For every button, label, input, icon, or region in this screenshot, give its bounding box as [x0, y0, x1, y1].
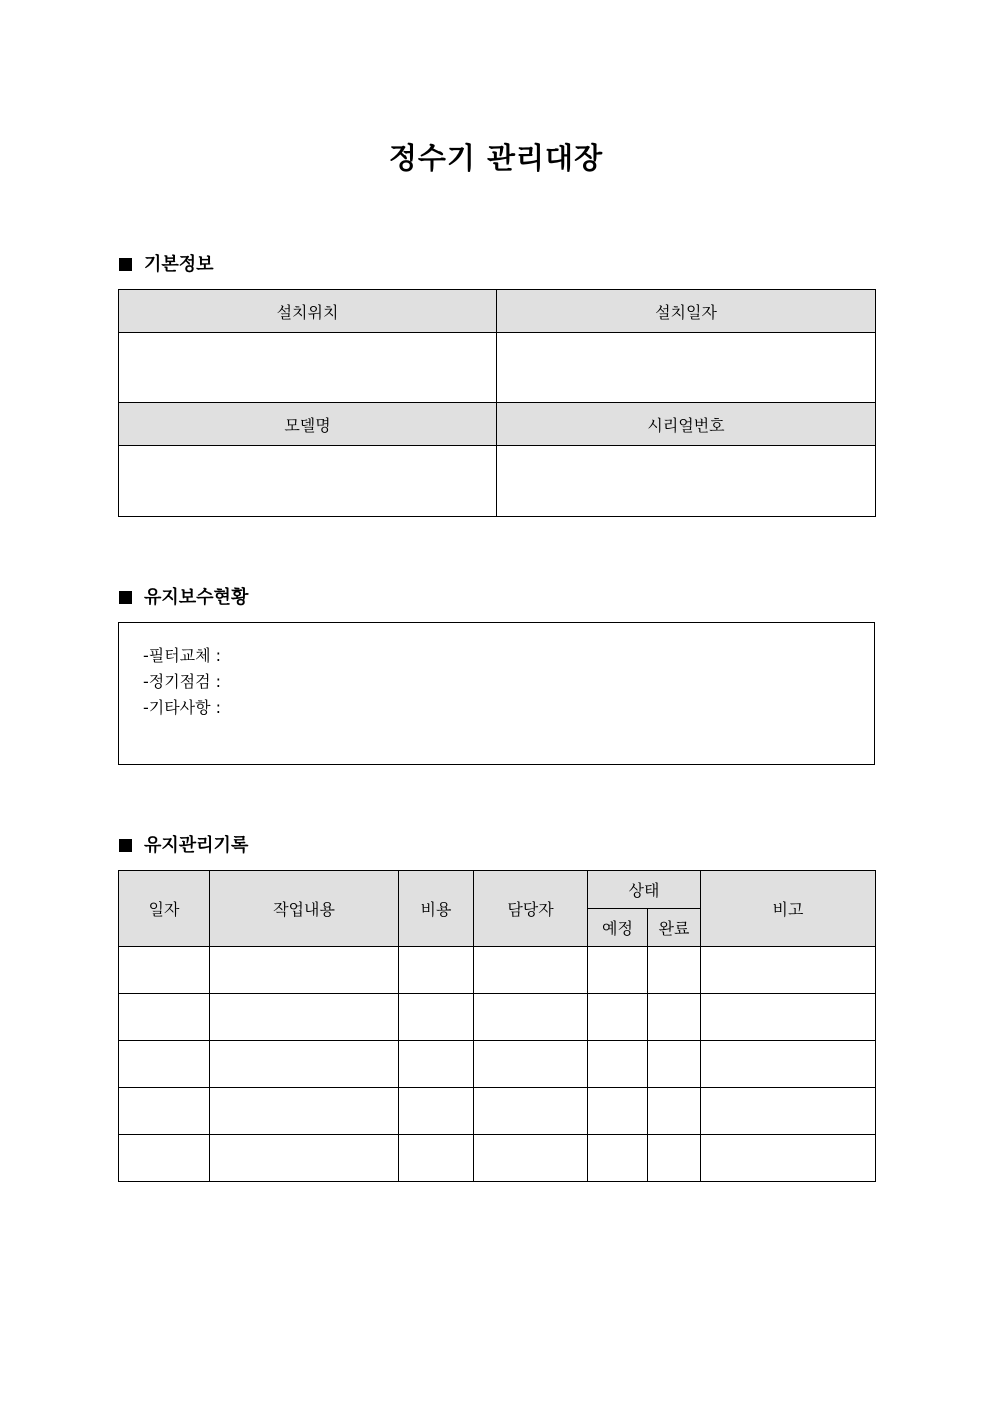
work-cell[interactable]	[210, 994, 399, 1041]
cost-cell[interactable]	[399, 1041, 474, 1088]
maintenance-status-box[interactable]	[118, 622, 875, 765]
completed-cell[interactable]	[648, 1041, 701, 1088]
date-cell[interactable]	[119, 947, 210, 994]
notes-cell[interactable]	[701, 994, 876, 1041]
notes-column-header: 비고	[701, 871, 876, 947]
basic-info-table	[118, 289, 876, 517]
basic-info-heading-text: 기본정보	[144, 254, 214, 275]
manager-cell[interactable]	[474, 947, 588, 994]
manager-cell[interactable]	[474, 994, 588, 1041]
date-column-header: 일자	[119, 871, 210, 947]
basic-info-heading	[119, 254, 214, 276]
completed-cell[interactable]	[648, 994, 701, 1041]
install-location-label: 설치위치	[119, 290, 497, 333]
square-bullet-icon	[119, 258, 132, 271]
manager-column-header: 담당자	[474, 871, 588, 947]
notes-cell[interactable]	[701, 947, 876, 994]
cost-cell[interactable]	[399, 947, 474, 994]
planned-column-header: 예정	[588, 909, 648, 947]
manager-cell[interactable]	[474, 1041, 588, 1088]
cost-column-header: 비용	[399, 871, 474, 947]
planned-cell[interactable]	[588, 1088, 648, 1135]
install-date-label: 설치일자	[497, 290, 876, 333]
install-date-field[interactable]	[497, 333, 876, 403]
serial-number-label: 시리얼번호	[497, 403, 876, 446]
notes-cell[interactable]	[701, 1088, 876, 1135]
maintenance-log-table	[118, 870, 876, 1182]
status-column-header: 상태	[588, 871, 701, 909]
model-name-label: 모델명	[119, 403, 497, 446]
notes-cell[interactable]	[701, 1135, 876, 1182]
other-notes-line: -기타사항 :	[143, 698, 222, 717]
work-column-header: 작업내용	[210, 871, 399, 947]
document-title: 정수기 관리대장	[388, 141, 604, 175]
planned-cell[interactable]	[588, 947, 648, 994]
table-row	[119, 1088, 876, 1135]
date-cell[interactable]	[119, 1041, 210, 1088]
work-cell[interactable]	[210, 1135, 399, 1182]
square-bullet-icon	[119, 839, 132, 852]
completed-cell[interactable]	[648, 947, 701, 994]
planned-cell[interactable]	[588, 1041, 648, 1088]
work-cell[interactable]	[210, 947, 399, 994]
square-bullet-icon	[119, 591, 132, 604]
model-name-field[interactable]	[119, 446, 497, 517]
table-row	[119, 947, 876, 994]
table-row	[119, 1041, 876, 1088]
maintenance-status-heading	[119, 587, 248, 609]
date-cell[interactable]	[119, 1088, 210, 1135]
work-cell[interactable]	[210, 1041, 399, 1088]
date-cell[interactable]	[119, 1135, 210, 1182]
date-cell[interactable]	[119, 994, 210, 1041]
serial-number-field[interactable]	[497, 446, 876, 517]
completed-column-header: 완료	[648, 909, 701, 947]
maintenance-log-heading-text: 유지관리기록	[144, 835, 249, 856]
table-row	[119, 1135, 876, 1182]
completed-cell[interactable]	[648, 1088, 701, 1135]
regular-inspection-line: -정기점검 :	[143, 672, 222, 691]
cost-cell[interactable]	[399, 1088, 474, 1135]
cost-cell[interactable]	[399, 1135, 474, 1182]
work-cell[interactable]	[210, 1088, 399, 1135]
cost-cell[interactable]	[399, 994, 474, 1041]
planned-cell[interactable]	[588, 1135, 648, 1182]
maintenance-log-heading	[119, 835, 248, 857]
manager-cell[interactable]	[474, 1135, 588, 1182]
notes-cell[interactable]	[701, 1041, 876, 1088]
install-location-field[interactable]	[119, 333, 497, 403]
maintenance-status-heading-text: 유지보수현황	[144, 587, 249, 608]
table-row	[119, 994, 876, 1041]
completed-cell[interactable]	[648, 1135, 701, 1182]
filter-replacement-line: -필터교체 :	[143, 646, 222, 665]
planned-cell[interactable]	[588, 994, 648, 1041]
manager-cell[interactable]	[474, 1088, 588, 1135]
maintenance-status-lines	[143, 643, 221, 721]
